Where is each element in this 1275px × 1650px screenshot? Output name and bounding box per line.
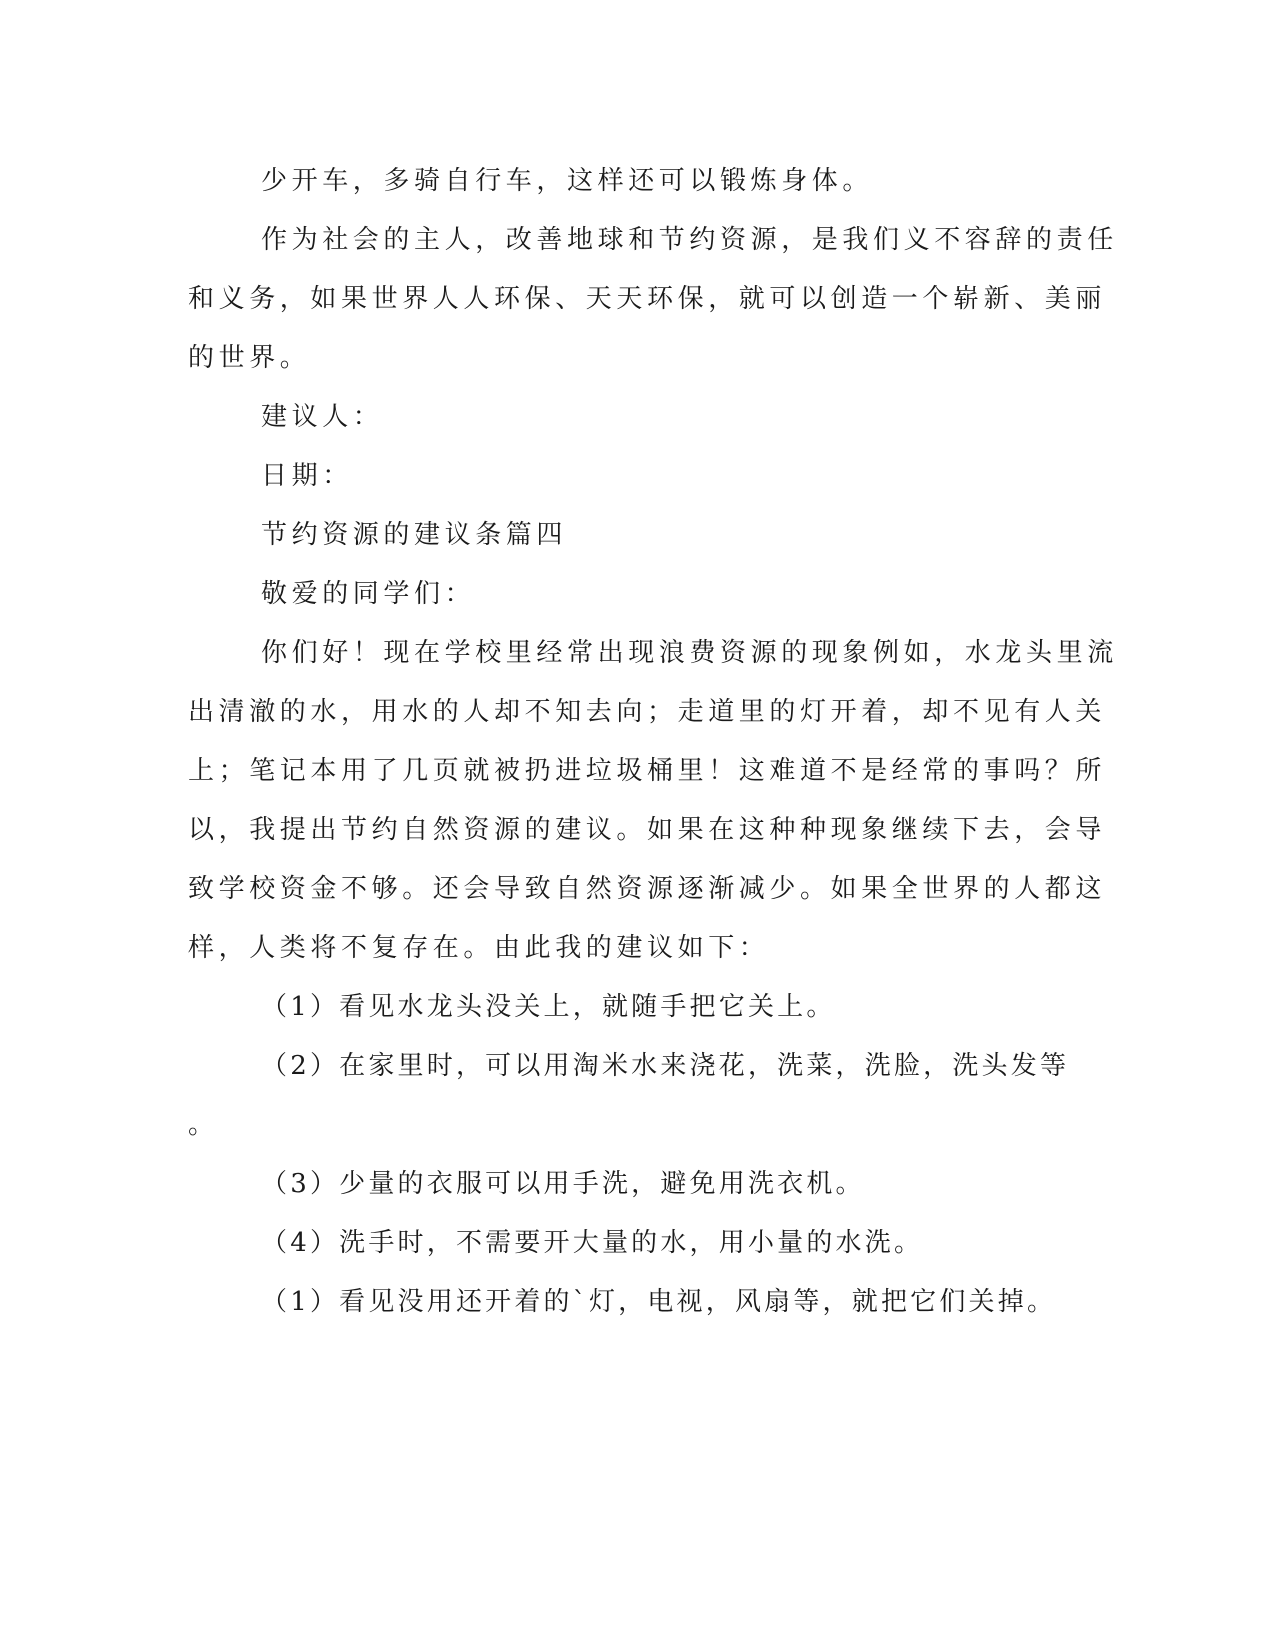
salutation: 敬爱的同学们： <box>261 579 476 609</box>
suggestion-item-2: （2）在家里时，可以用淘米水来浇花，洗菜，洗脸，洗头发等 <box>261 1051 1070 1081</box>
suggestion-item-2-continued: 。 <box>188 1110 219 1140</box>
paragraph-line-3: 和义务，如果世界人人环保、天天环保，就可以创造一个崭新、美丽 <box>188 284 1107 314</box>
paragraph-line-8: 以，我提出节约自然资源的建议。如果在这种种现象继续下去，会导 <box>188 815 1107 845</box>
suggestion-item-4: （4）洗手时，不需要开大量的水，用小量的水洗。 <box>261 1228 924 1258</box>
suggestion-item-3: （3）少量的衣服可以用手洗，避免用洗衣机。 <box>261 1169 865 1199</box>
paragraph-line-2: 作为社会的主人，改善地球和节约资源，是我们义不容辞的责任 <box>261 225 1118 255</box>
suggestion-item-5: （1）看见没用还开着的`灯，电视，风扇等，就把它们关掉。 <box>261 1287 1057 1317</box>
paragraph-line-10: 样，人类将不复存在。由此我的建议如下： <box>188 933 770 963</box>
section-heading: 节约资源的建议条篇四 <box>261 520 568 550</box>
suggestion-item-1: （1）看见水龙头没关上，就随手把它关上。 <box>261 992 836 1022</box>
paragraph-line-1: 少开车，多骑自行车，这样还可以锻炼身体。 <box>261 166 874 196</box>
paragraph-line-6: 出清澈的水，用水的人却不知去向；走道里的灯开着，却不见有人关 <box>188 697 1107 727</box>
paragraph-line-5: 你们好！现在学校里经常出现浪费资源的现象例如，水龙头里流 <box>261 638 1118 668</box>
date-label: 日期： <box>261 461 353 491</box>
paragraph-line-9: 致学校资金不够。还会导致自然资源逐渐减少。如果全世界的人都这 <box>188 874 1107 904</box>
signer-label: 建议人： <box>261 402 384 432</box>
paragraph-line-7: 上；笔记本用了几页就被扔进垃圾桶里！这难道不是经常的事吗？所 <box>188 756 1107 786</box>
paragraph-line-4: 的世界。 <box>188 343 311 373</box>
